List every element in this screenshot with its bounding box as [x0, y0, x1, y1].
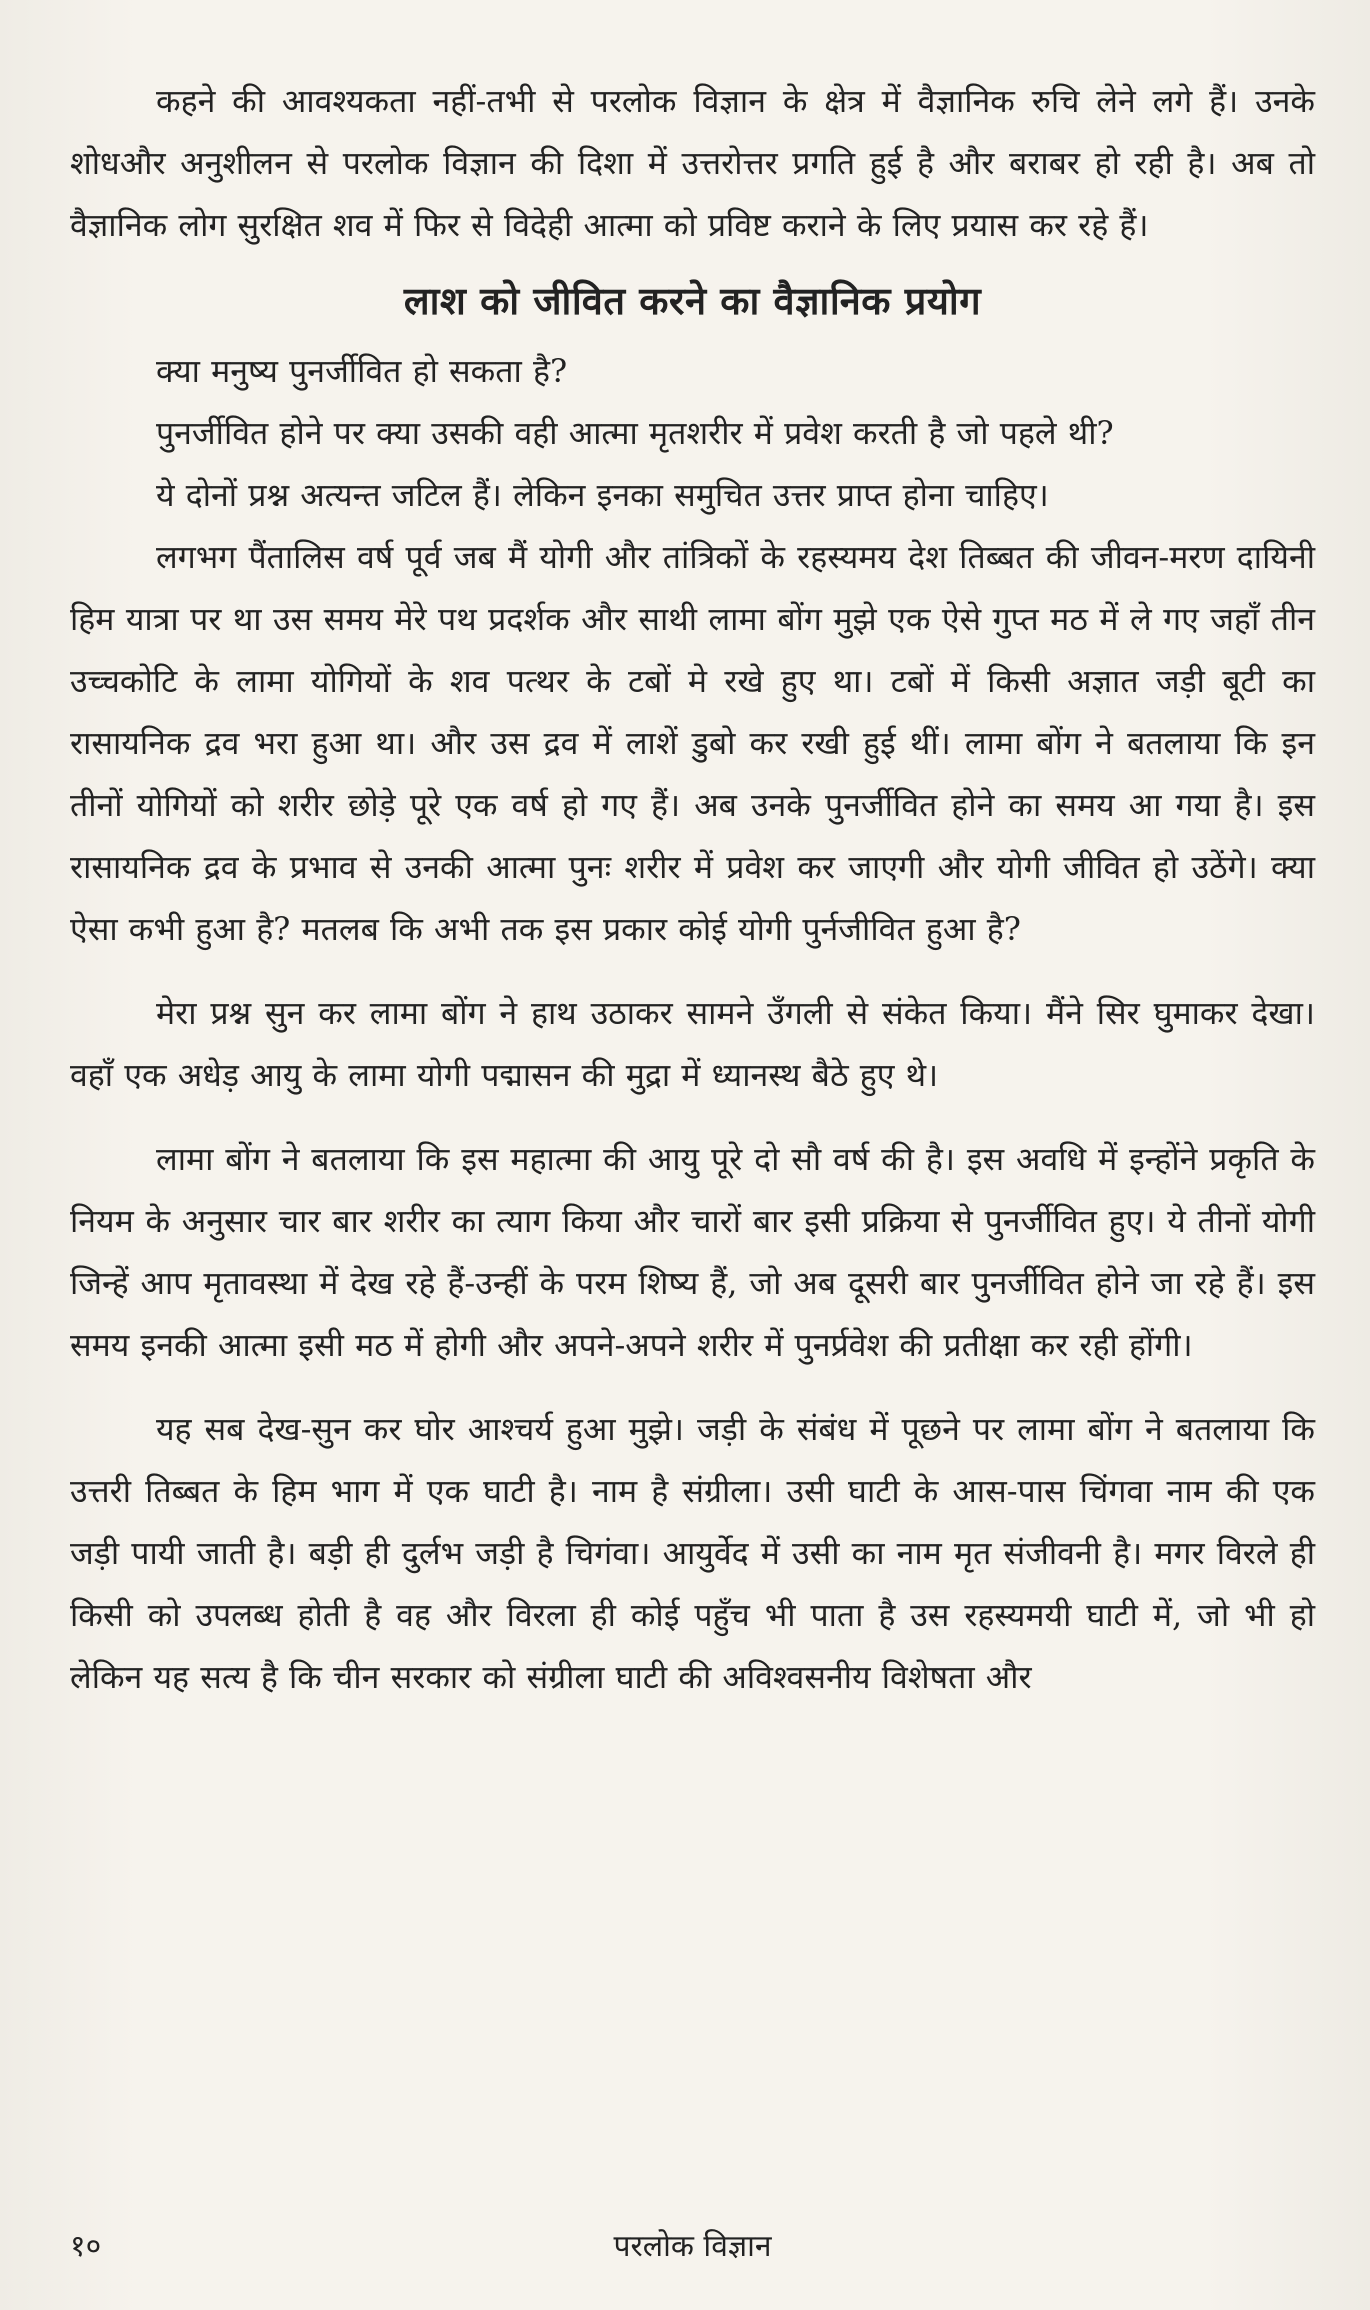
paragraph-lama-gesture: मेरा प्रश्न सुन कर लामा बोंग ने हाथ उठाकर सामने उँगली से संकेत किया। मैंने सिर घुमाकर देखा। वहाँ एक अधेड़ आयु के लामा योगी पद्मासन की मुद्रा में ध्यानस्थ बैठे हुए थे।: [70, 994, 1315, 1094]
page-number: १०: [70, 2229, 102, 2264]
paragraph-intro: कहने की आवश्यकता नहीं-तभी से परलोक विज्ञान के क्षेत्र में वैज्ञानिक रुचि लेने लगे हैं। उनके शोधऔर अनुशीलन से परलोक विज्ञान की दिशा में उत्तरोत्तर प्रगति हुई है और बराबर हो रही है। अब तो वैज्ञानिक लोग सुरक्षित शव में फिर से विदेही आत्मा को प्रविष्ट कराने के लिए प्रयास कर रहे हैं।: [70, 82, 1315, 244]
paragraph-question-1: क्या मनुष्य पुनर्जीवित हो सकता है?: [156, 352, 568, 390]
paragraph-tibet-journey: लगभग पैंतालिस वर्ष पूर्व जब मैं योगी और तांत्रिकों के रहस्यमय देश तिब्बत की जीवन-मरण दायिनी हिम यात्रा पर था उस समय मेरे पथ प्रदर्शक और साथी लामा बोंग मुझे एक ऐसे गुप्त मठ में ले गए जहाँ तीन उच्चकोटि के लामा योगियों के शव पत्थर के टबों मे रखे हुए था। टबों में किसी अज्ञात जड़ी बूटी का रासायनिक द्रव भरा हुआ था। और उस द्रव में लाशें डुबो कर रखी हुई थीं। लामा बोंग ने बतलाया कि इन तीनों योगियों को शरीर छोड़े पूरे एक वर्ष हो गए हैं। अब उनके पुनर्जीवित होने का समय आ गया है। इस रासायनिक द्रव के प्रभाव से उनकी आत्मा पुनः शरीर में प्रवेश कर जाएगी और योगी जीवित हो उठेंगे। क्या ऐसा कभी हुआ है? मतलब कि अभी तक इस प्रकार कोई योगी पुर्नजीवित हुआ है?: [70, 538, 1315, 948]
paragraph-complex: ये दोनों प्रश्न अत्यन्त जटिल हैं। लेकिन इनका समुचित उत्तर प्राप्त होना चाहिए।: [156, 476, 1049, 514]
book-title: परलोक विज्ञान: [613, 2229, 772, 2264]
section-heading: लाश को जीवित करने का वैज्ञानिक प्रयोग: [403, 278, 982, 323]
page-body: [70, 70, 1315, 1708]
paragraph-question-2: पुनर्जीवित होने पर क्या उसकी वही आत्मा मृतशरीर में प्रवेश करती है जो पहले थी?: [156, 414, 1114, 452]
paragraph-mahatma-age: लामा बोंग ने बतलाया कि इस महात्मा की आयु पूरे दो सौ वर्ष की है। इस अवधि में इन्होंने प्रकृति के नियम के अनुसार चार बार शरीर का त्याग किया और चारों बार इसी प्रक्रिया से पुनर्जीवित हुए। ये तीनों योगी जिन्हें आप मृतावस्था में देख रहे हैं-उन्हीं के परम शिष्य हैं, जो अब दूसरी बार पुनर्जीवित होने जा रहे हैं। इस समय इनकी आत्मा इसी मठ में होगी और अपने-अपने शरीर में पुनर्प्रवेश की प्रतीक्षा कर रही होंगी।: [70, 1140, 1315, 1364]
page-footer: [70, 2222, 1315, 2272]
paragraph-herb-valley: यह सब देख-सुन कर घोर आश्चर्य हुआ मुझे। जड़ी के संबंध में पूछने पर लामा बोंग ने बतलाया कि उत्तरी तिब्बत के हिम भाग में एक घाटी है। नाम है संग्रीला। उसी घाटी के आस-पास चिंगवा नाम की एक जड़ी पायी जाती है। बड़ी ही दुर्लभ जड़ी है चिगंवा। आयुर्वेद में उसी का नाम मृत संजीवनी है। मगर विरले ही किसी को उपलब्ध होती है वह और विरला ही कोई पहुँच भी पाता है उस रहस्यमयी घाटी में, जो भी हो लेकिन यह सत्य है कि चीन सरकार को संग्रीला घाटी की अविश्वसनीय विशेषता और: [70, 1410, 1315, 1696]
